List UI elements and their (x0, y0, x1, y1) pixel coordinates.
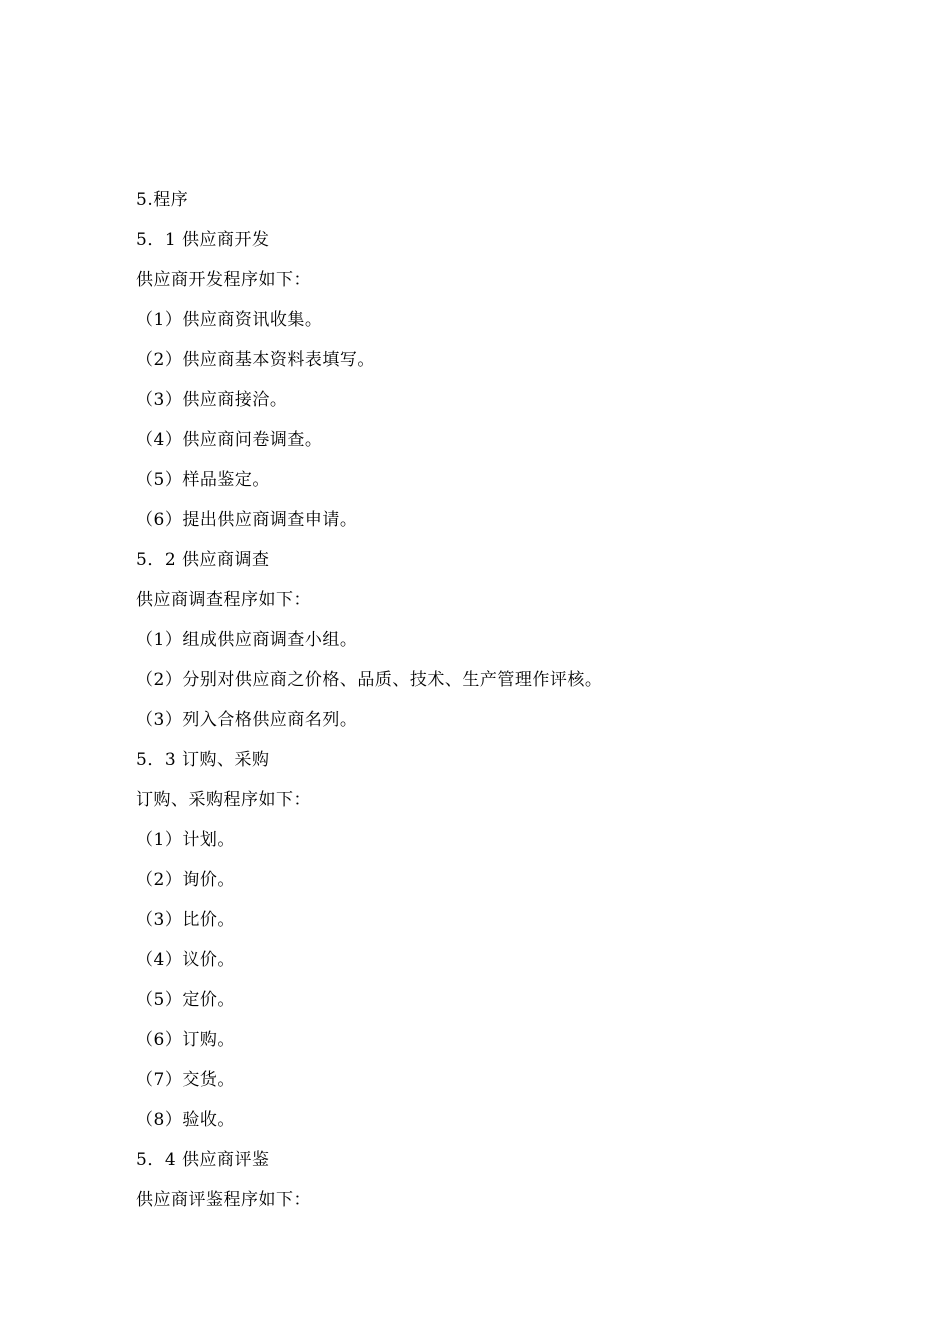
list-item: （3）供应商接洽。 (136, 390, 288, 410)
list-item: （1）计划。 (136, 830, 235, 850)
paragraph: 供应商调查程序如下： (136, 590, 311, 610)
subsection-heading: 5．1 供应商开发 (136, 230, 270, 250)
list-item: （1）组成供应商调查小组。 (136, 630, 358, 650)
list-item: （2）分别对供应商之价格、品质、技术、生产管理作评核。 (136, 670, 603, 690)
list-item: （6）订购。 (136, 1030, 235, 1050)
list-item: （6）提出供应商调查申请。 (136, 510, 358, 530)
list-item: （1）供应商资讯收集。 (136, 310, 323, 330)
list-item: （7）交货。 (136, 1070, 235, 1090)
subsection-heading: 5．3 订购、采购 (136, 750, 270, 770)
document-body (136, 186, 856, 1226)
list-item: （3）列入合格供应商名列。 (136, 710, 358, 730)
subsection-heading: 5．2 供应商调查 (136, 550, 270, 570)
paragraph: 供应商评鉴程序如下： (136, 1190, 311, 1210)
list-item: （5）定价。 (136, 990, 235, 1010)
list-item: （3）比价。 (136, 910, 235, 930)
list-item: （2）供应商基本资料表填写。 (136, 350, 375, 370)
list-item: （4）供应商问卷调查。 (136, 430, 323, 450)
subsection-heading: 5．4 供应商评鉴 (136, 1150, 270, 1170)
list-item: （4）议价。 (136, 950, 235, 970)
section-heading: 5.程序 (136, 190, 189, 210)
list-item: （8）验收。 (136, 1110, 235, 1130)
list-item: （5）样品鉴定。 (136, 470, 270, 490)
paragraph: 订购、采购程序如下： (136, 790, 311, 810)
paragraph: 供应商开发程序如下： (136, 270, 311, 290)
list-item: （2）询价。 (136, 870, 235, 890)
